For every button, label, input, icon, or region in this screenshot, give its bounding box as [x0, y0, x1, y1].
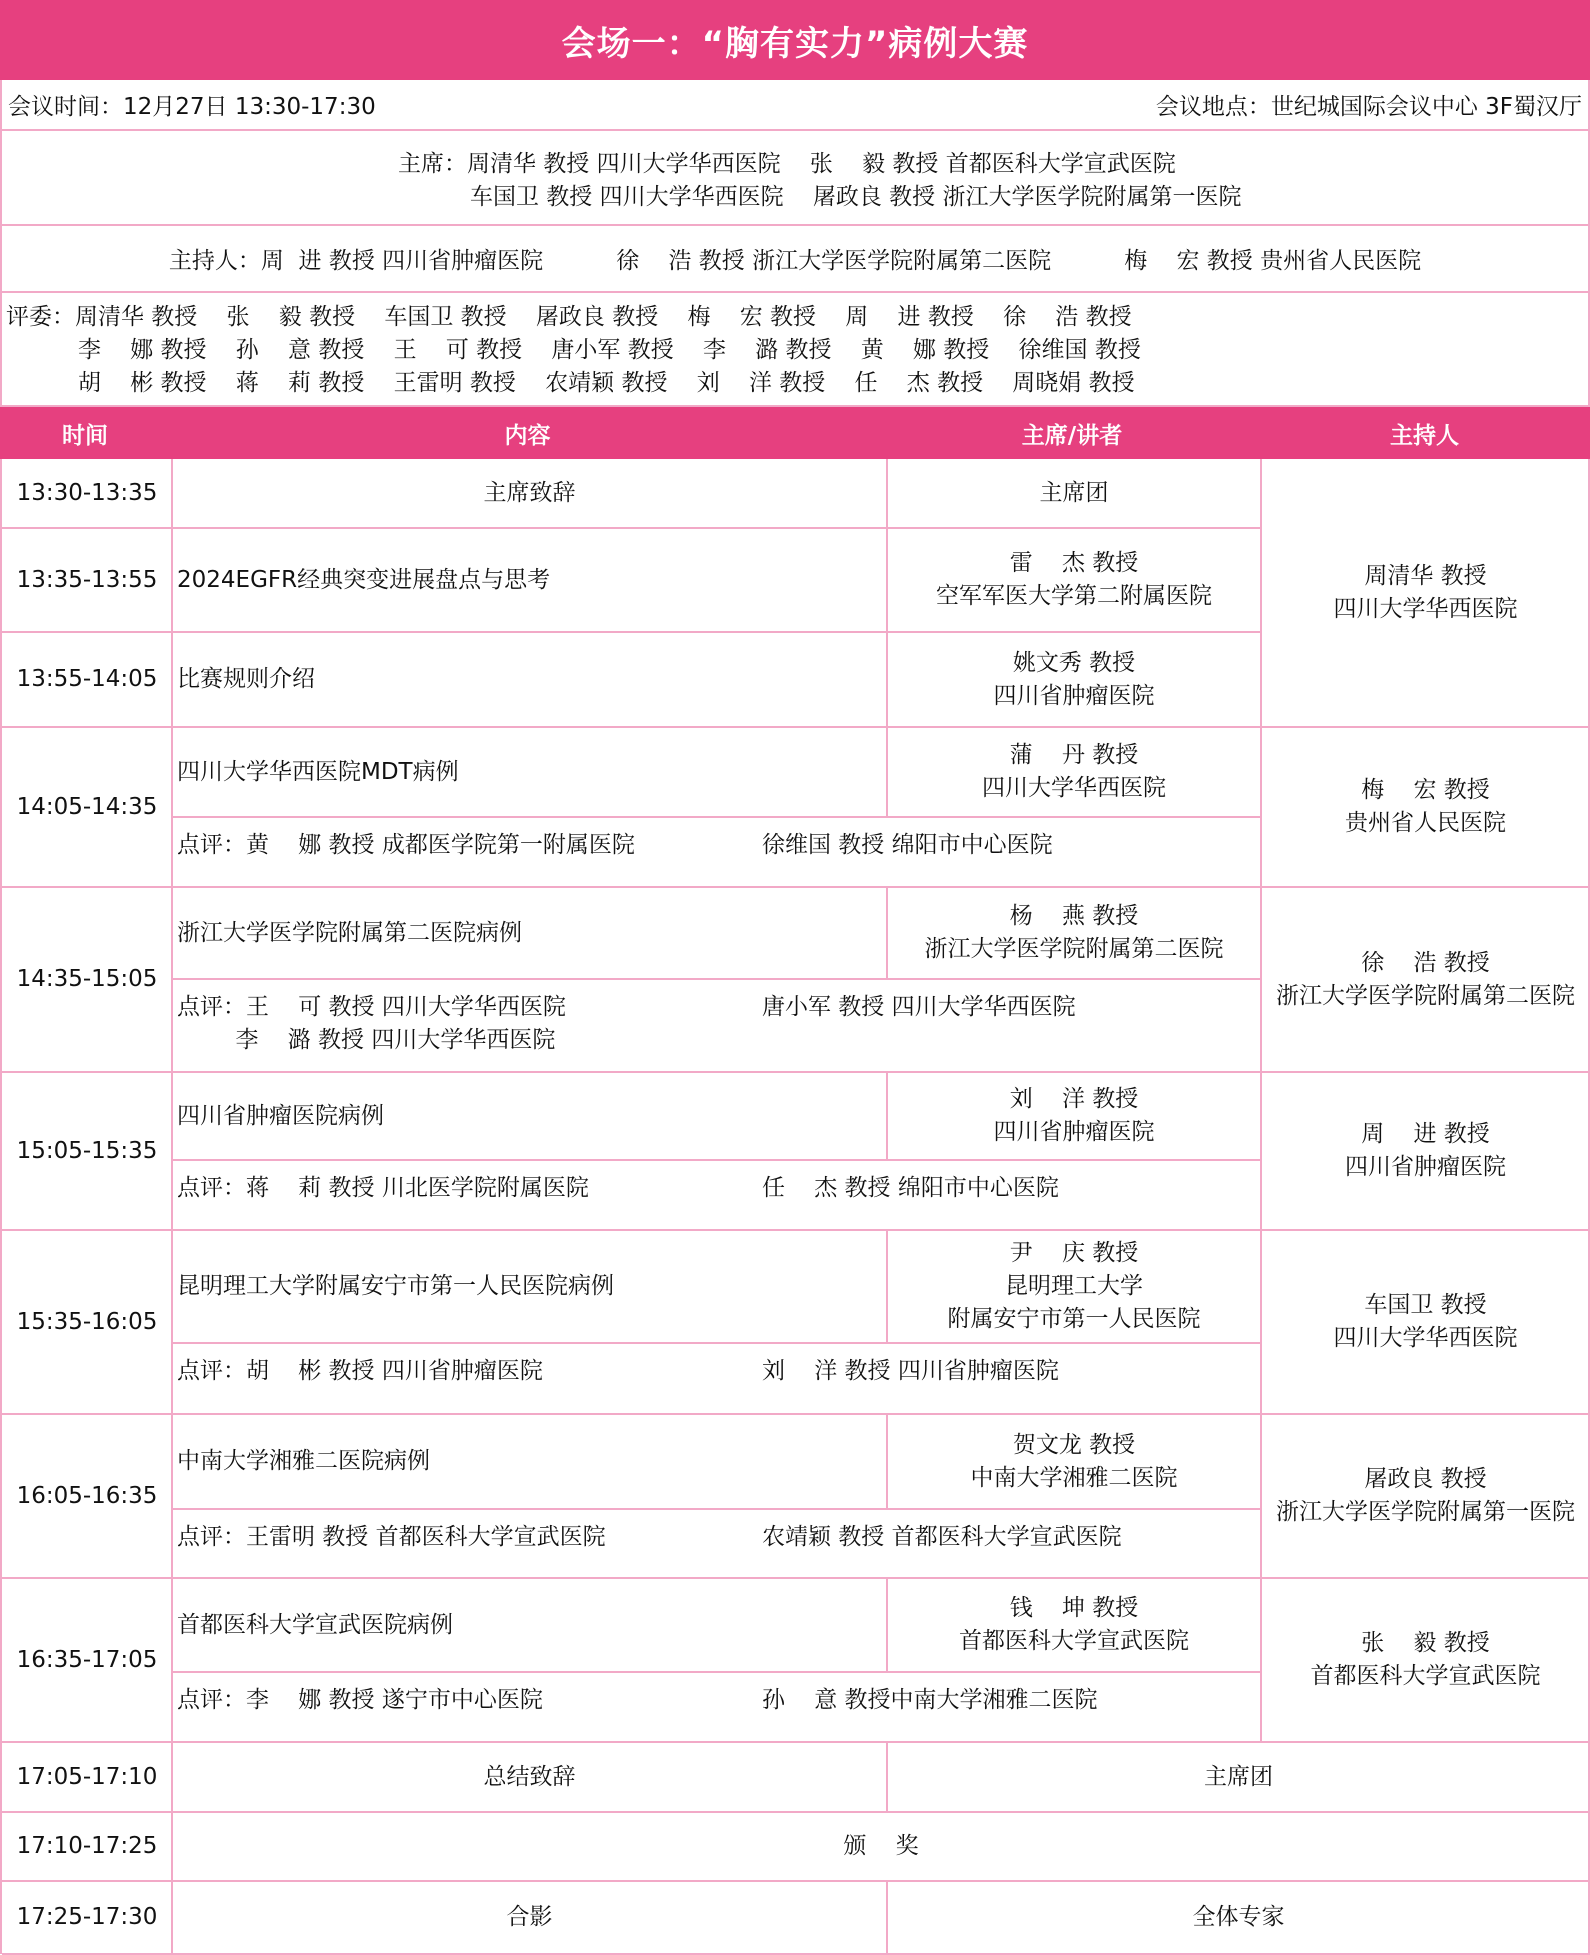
judges-line-3: 胡 彬 教授 蒋 莉 教授 王雷明 教授 农靖颖 教授 刘 洋 教授 任 杰 教授 周晓娟 教授 — [78, 370, 1135, 396]
grid-line-h — [172, 1671, 1261, 1673]
time-label: 13:30-13:35 — [16, 480, 158, 506]
speaker-line: 钱 坤 教授 — [1009, 1595, 1139, 1621]
review-left — [177, 1684, 543, 1717]
meeting-info-row — [0, 80, 1590, 131]
content-label: 四川大学华西医院MDT病例 — [177, 758, 459, 785]
grid-line-v — [886, 1881, 888, 1954]
time-cell — [2, 1881, 172, 1954]
grid-line-v — [886, 1742, 888, 1812]
host-line: 屠政良 教授 — [1364, 1466, 1487, 1492]
time-label: 17:05-17:10 — [16, 1763, 158, 1790]
speaker-cell — [887, 632, 1261, 727]
grid-line-h — [172, 1508, 1261, 1510]
host-cell — [1261, 1578, 1590, 1742]
grid-line-v — [171, 632, 173, 727]
review-right — [762, 1684, 1098, 1717]
content-cell — [172, 1742, 887, 1812]
host-line: 四川大学华西医院 — [1333, 596, 1518, 622]
review-line: 刘 洋 教授 四川省肿瘤医院 — [762, 1358, 1059, 1384]
review-line: 点评：黄 娜 教授 成都医学院第一附属医院 — [177, 832, 635, 858]
speaker-line: 刘 洋 教授 — [1009, 1086, 1139, 1112]
review-line: 点评：蒋 莉 教授 川北医学院附属医院 — [177, 1175, 589, 1201]
time-cell — [2, 1578, 172, 1742]
time-label: 13:35-13:55 — [16, 566, 158, 593]
host-line: 浙江大学医学院附属第二医院 — [1276, 982, 1575, 1009]
host-line: 贵州省人民医院 — [1345, 810, 1506, 836]
grid-line-v — [886, 1072, 888, 1160]
review-line: 农靖颖 教授 首都医科大学宣武医院 — [762, 1524, 1122, 1550]
time-label: 17:25-17:30 — [16, 1904, 158, 1930]
time-cell — [2, 1414, 172, 1578]
grid-line-h — [172, 1342, 1261, 1344]
speaker-line: 雷 杰 教授 — [1009, 550, 1139, 576]
table-header — [0, 407, 1590, 459]
speaker-line: 昆明理工大学 — [1005, 1273, 1143, 1299]
content-label: 四川省肿瘤医院病例 — [177, 1102, 384, 1129]
host-cell — [1261, 1230, 1590, 1414]
speaker-cell — [887, 459, 1261, 528]
time-label: 14:05-14:35 — [16, 793, 158, 820]
review-right — [762, 991, 1076, 1024]
speaker-line: 中南大学湘雅二医院 — [970, 1464, 1178, 1491]
speaker-cell — [887, 1742, 1590, 1812]
time-cell — [2, 1742, 172, 1812]
content-cell — [172, 1812, 1590, 1881]
hosts-line: 主持人：周 进 教授 四川省肿瘤医院 徐 浩 教授 浙江大学医学院附属第二医院 梅 宏 教授 贵州省人民医院 — [168, 248, 1422, 274]
host-line: 四川大学华西医院 — [1333, 1325, 1518, 1351]
content-cell — [172, 528, 887, 632]
time-label: 13:55-14:05 — [16, 666, 158, 692]
content-label: 首都医科大学宣武医院病例 — [177, 1611, 453, 1638]
review-left — [177, 1521, 606, 1554]
grid-line-v — [886, 887, 888, 979]
content-label: 比赛规则介绍 — [177, 666, 315, 692]
review-line: 孙 意 教授中南大学湘雅二医院 — [762, 1687, 1098, 1713]
grid-line-v — [171, 727, 173, 887]
speaker-line: 附属安宁市第一人民医院 — [947, 1306, 1201, 1332]
content-cell — [172, 1414, 887, 1509]
content-label: 主席致辞 — [483, 480, 576, 506]
grid-line-v — [171, 887, 173, 1072]
content-cell — [172, 1578, 887, 1672]
hosts-block — [0, 226, 1590, 293]
time-label: 14:35-15:05 — [16, 966, 158, 992]
content-label: 总结致辞 — [483, 1763, 576, 1790]
grid-line-v — [171, 528, 173, 632]
header-time: 时间 — [62, 422, 108, 449]
chairs-line-1: 主席：周清华 教授 四川大学华西医院 张 毅 教授 首都医科大学宣武医院 — [398, 151, 1176, 177]
review-line: 李 潞 教授 四川大学华西医院 — [177, 1027, 556, 1053]
grid-line-h — [172, 978, 1261, 980]
time-label: 16:05-16:35 — [16, 1482, 158, 1509]
content-label: 颁 奖 — [843, 1833, 919, 1859]
meeting-time: 会议时间：12月27日 13:30-17:30 — [8, 94, 376, 120]
grid-line-v — [171, 1230, 173, 1414]
speaker-line: 主席团 — [1204, 1763, 1273, 1790]
chairs-line-2: 车国卫 教授 四川大学华西医院 屠政良 教授 浙江大学医学院附属第一医院 — [470, 184, 1242, 210]
content-label: 昆明理工大学附属安宁市第一人民医院病例 — [177, 1273, 614, 1299]
review-right — [762, 829, 1053, 862]
speaker-line: 四川大学华西医院 — [982, 775, 1166, 801]
review-left — [177, 991, 566, 1057]
grid-line-v — [886, 727, 888, 817]
time-cell — [2, 1072, 172, 1230]
time-cell — [2, 727, 172, 887]
content-cell — [172, 887, 887, 979]
time-cell — [2, 632, 172, 727]
host-line: 首都医科大学宣武医院 — [1310, 1663, 1541, 1689]
speaker-cell — [887, 1578, 1261, 1672]
time-label: 16:35-17:05 — [16, 1646, 158, 1673]
grid-line-v — [171, 1881, 173, 1954]
speaker-line: 尹 庆 教授 — [1009, 1240, 1139, 1266]
meeting-place: 会议地点：世纪城国际会议中心 3F蜀汉厅 — [1155, 94, 1582, 120]
grid-line-v — [886, 1578, 888, 1672]
host-line: 浙江大学医学院附属第一医院 — [1276, 1499, 1575, 1525]
review-line: 点评：王雷明 教授 首都医科大学宣武医院 — [177, 1524, 606, 1550]
speaker-line: 主席团 — [1039, 480, 1109, 506]
speaker-line: 姚文秀 教授 — [1012, 649, 1136, 676]
speaker-line: 蒲 丹 教授 — [1009, 742, 1139, 768]
speaker-line: 首都医科大学宣武医院 — [959, 1628, 1189, 1654]
host-cell — [1261, 887, 1590, 1072]
grid-line-v — [886, 528, 888, 632]
speaker-line: 空军军医大学第二附属医院 — [936, 583, 1212, 609]
page-title: 会场一：“胸有实力”病例大赛 — [0, 0, 1590, 80]
review-right — [762, 1521, 1122, 1554]
speaker-line: 四川省肿瘤医院 — [993, 1119, 1155, 1145]
grid-line-h — [2, 1880, 1590, 1882]
review-left — [177, 1355, 543, 1388]
host-cell — [1261, 459, 1590, 727]
grid-line-v — [886, 632, 888, 727]
time-cell — [2, 887, 172, 1072]
host-cell — [1261, 727, 1590, 887]
host-line: 四川省肿瘤医院 — [1345, 1154, 1506, 1180]
grid-line-h — [2, 1811, 1590, 1813]
grid-line-h — [2, 631, 1261, 633]
review-right — [762, 1355, 1059, 1388]
grid-line-v — [171, 1742, 173, 1812]
time-cell — [2, 1230, 172, 1414]
speaker-line: 浙江大学医学院附属第二医院 — [924, 936, 1224, 962]
grid-line-v — [171, 1812, 173, 1881]
content-label: 中南大学湘雅二医院病例 — [177, 1448, 430, 1474]
host-cell — [1261, 1072, 1590, 1230]
content-label: 2024EGFR经典突变进展盘点与思考 — [177, 566, 551, 593]
content-cell — [172, 632, 887, 727]
host-cell — [1261, 1414, 1590, 1578]
review-left — [177, 1172, 589, 1205]
grid-line-h — [172, 1159, 1261, 1161]
grid-line-v — [171, 1072, 173, 1230]
content-label: 合影 — [506, 1904, 553, 1930]
schedule-table — [0, 459, 1590, 1954]
review-right — [762, 1172, 1059, 1205]
speaker-line: 贺文龙 教授 — [1012, 1431, 1136, 1458]
speaker-cell — [887, 727, 1261, 817]
review-line: 点评：胡 彬 教授 四川省肿瘤医院 — [177, 1358, 543, 1384]
speaker-cell — [887, 1230, 1261, 1343]
grid-line-v — [171, 1414, 173, 1578]
time-label: 15:35-16:05 — [16, 1308, 158, 1335]
speaker-cell — [887, 1414, 1261, 1509]
time-cell — [2, 528, 172, 632]
speaker-cell — [887, 887, 1261, 979]
time-cell — [2, 1812, 172, 1881]
grid-line-h — [172, 816, 1261, 818]
host-line: 张 毅 教授 — [1361, 1630, 1490, 1656]
speaker-cell — [887, 528, 1261, 632]
review-line: 点评：王 可 教授 四川大学华西医院 — [177, 994, 566, 1020]
header-host: 主持人 — [1390, 422, 1459, 449]
judges-block — [0, 293, 1590, 407]
host-line: 车国卫 教授 — [1364, 1292, 1487, 1318]
judges-line-1: 评委：周清华 教授 张 毅 教授 车国卫 教授 屠政良 教授 梅 宏 教授 周 进 教授 徐 浩 教授 — [6, 304, 1132, 330]
grid-line-v — [886, 1414, 888, 1509]
content-cell — [172, 727, 887, 817]
content-cell — [172, 1072, 887, 1160]
host-line: 徐 浩 教授 — [1361, 949, 1490, 976]
speaker-line: 杨 燕 教授 — [1009, 903, 1139, 929]
content-cell — [172, 459, 887, 528]
review-left — [177, 829, 635, 862]
speaker-line: 全体专家 — [1192, 1904, 1285, 1930]
time-label: 15:05-15:35 — [16, 1137, 158, 1164]
review-line: 点评：李 娜 教授 遂宁市中心医院 — [177, 1687, 543, 1713]
grid-line-v — [886, 1230, 888, 1343]
grid-line-v — [886, 459, 888, 528]
review-line: 徐维国 教授 绵阳市中心医院 — [762, 832, 1053, 858]
time-label: 17:10-17:25 — [16, 1833, 158, 1859]
time-cell — [2, 459, 172, 528]
speaker-cell — [887, 1072, 1261, 1160]
grid-line-v — [171, 1578, 173, 1742]
speaker-cell — [887, 1881, 1590, 1954]
judges-line-2: 李 娜 教授 孙 意 教授 王 可 教授 唐小军 教授 李 潞 教授 黄 娜 教授 徐维国 教授 — [78, 337, 1141, 363]
review-line: 任 杰 教授 绵阳市中心医院 — [762, 1175, 1059, 1201]
header-content: 内容 — [504, 422, 551, 449]
chairs-block — [0, 131, 1590, 226]
host-line: 周 进 教授 — [1361, 1121, 1490, 1147]
host-line: 梅 宏 教授 — [1361, 777, 1490, 803]
grid-line-h — [2, 527, 1261, 529]
review-line: 唐小军 教授 四川大学华西医院 — [762, 994, 1076, 1020]
grid-line-v — [171, 459, 173, 528]
header-speaker: 主席/讲者 — [1021, 422, 1123, 449]
speaker-line: 四川省肿瘤医院 — [993, 682, 1155, 709]
content-cell — [172, 1230, 887, 1343]
content-label: 浙江大学医学院附属第二医院病例 — [177, 919, 522, 946]
host-line: 周清华 教授 — [1364, 563, 1487, 589]
content-cell — [172, 1881, 887, 1954]
